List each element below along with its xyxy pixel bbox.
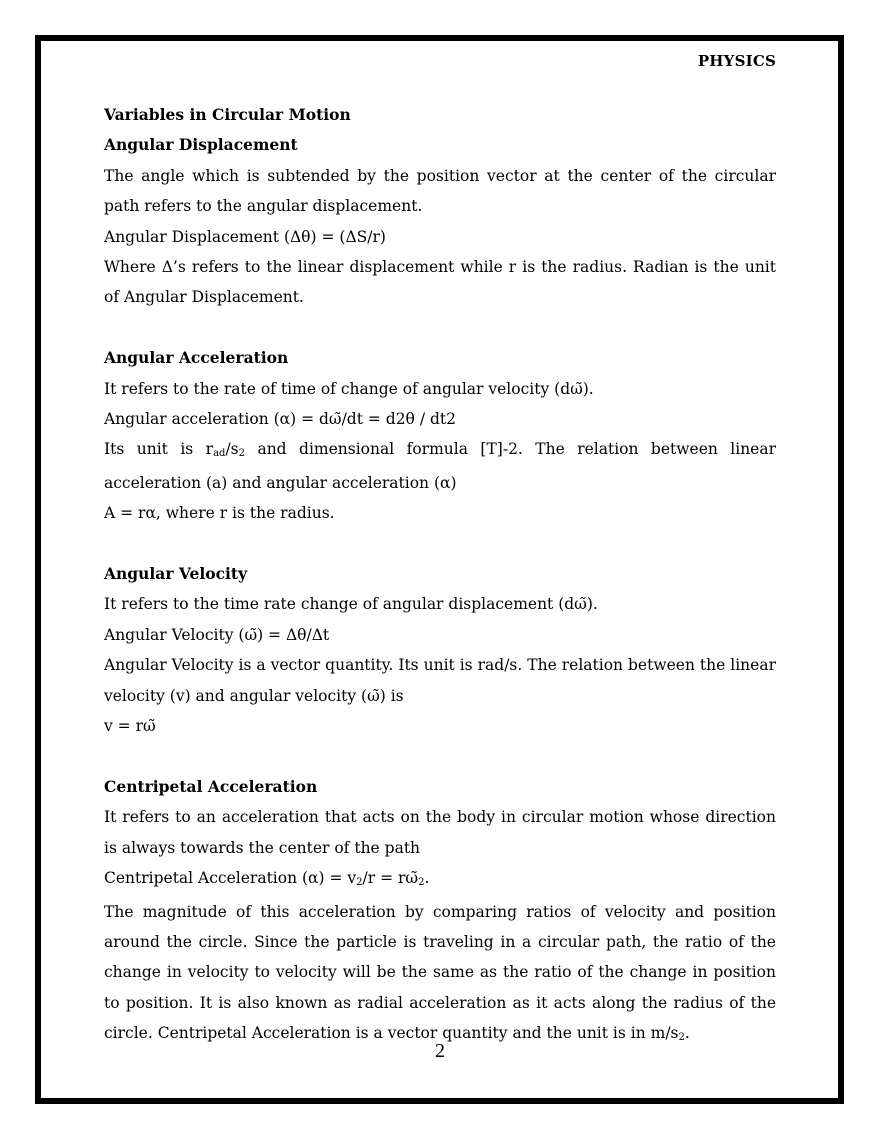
- text-run: and dimensional formula [T]-2. The relation between linear acceleration (a) and angular acceleration (α): [104, 440, 776, 492]
- document-body: [104, 100, 776, 1052]
- paragraph: Where Δ’s refers to the linear displacement while r is the radius. Radian is the unit of Angular Displacement.: [104, 258, 776, 307]
- heading-centripetal-acceleration: Centripetal Acceleration: [104, 776, 318, 796]
- text-run: Centripetal Acceleration (α) = v: [104, 869, 357, 888]
- subscript: 2: [238, 448, 246, 460]
- subscript: 2: [356, 877, 363, 889]
- heading-angular-acceleration: Angular Acceleration: [104, 348, 289, 368]
- spacer: [104, 313, 776, 343]
- header-subject: PHYSICS: [697, 52, 776, 70]
- paragraph: [104, 434, 776, 498]
- subscript: ad: [213, 448, 226, 460]
- section-title: Variables in Circular Motion: [104, 105, 351, 124]
- formula: [104, 863, 776, 896]
- paragraph: It refers to the time rate change of angular displacement (dω̃).: [104, 595, 598, 614]
- paragraph: A = rα, where r is the radius.: [104, 504, 335, 523]
- subscript: 2: [678, 1032, 685, 1044]
- paragraph: Angular Velocity is a vector quantity. Its unit is rad/s. The relation between the linear velocity (v) and angular velocity (ω̃) is: [104, 656, 776, 705]
- paragraph: It refers to the rate of time of change of angular velocity (dω̃).: [104, 379, 594, 398]
- subscript: 2: [418, 877, 425, 889]
- formula: Angular Displacement (Δθ) = (ΔS/r): [104, 227, 386, 246]
- paragraph: The angle which is subtended by the position vector at the center of the circular path refers to the angular displacement.: [104, 166, 776, 216]
- paragraph: [104, 897, 776, 1052]
- formula: v = rω̃: [104, 717, 156, 736]
- page-number: 2: [435, 1040, 445, 1062]
- spacer: [104, 529, 776, 559]
- text-run: /r = rω̃: [362, 869, 419, 888]
- formula: Angular acceleration (α) = dω̃/dt = d2θ / dt2: [104, 410, 456, 429]
- heading-angular-velocity: Angular Velocity: [104, 564, 248, 584]
- formula: Angular Velocity (ω̃) = Δθ/Δt: [104, 625, 330, 644]
- text-run: Its unit is r: [104, 440, 214, 459]
- text-run: /s: [225, 440, 239, 459]
- text-run: The magnitude of this acceleration by comparing ratios of velocity and position around the circle. Since the particle is traveling in a circular path, the ratio of the change in velocity to velocity will be the same as the ratio of the change in position to position. It is also known as radial acceleration as it acts along the radius of the circle. Centripetal Acceleration is a vector quantity and the unit is in m/s: [104, 902, 776, 1043]
- text-run: .: [424, 869, 430, 888]
- text-run: .: [684, 1024, 690, 1043]
- heading-angular-displacement: Angular Displacement: [104, 135, 298, 155]
- spacer: [104, 742, 776, 772]
- paragraph: It refers to an acceleration that acts on the body in circular motion whose direction is always towards the center of the path: [104, 808, 776, 857]
